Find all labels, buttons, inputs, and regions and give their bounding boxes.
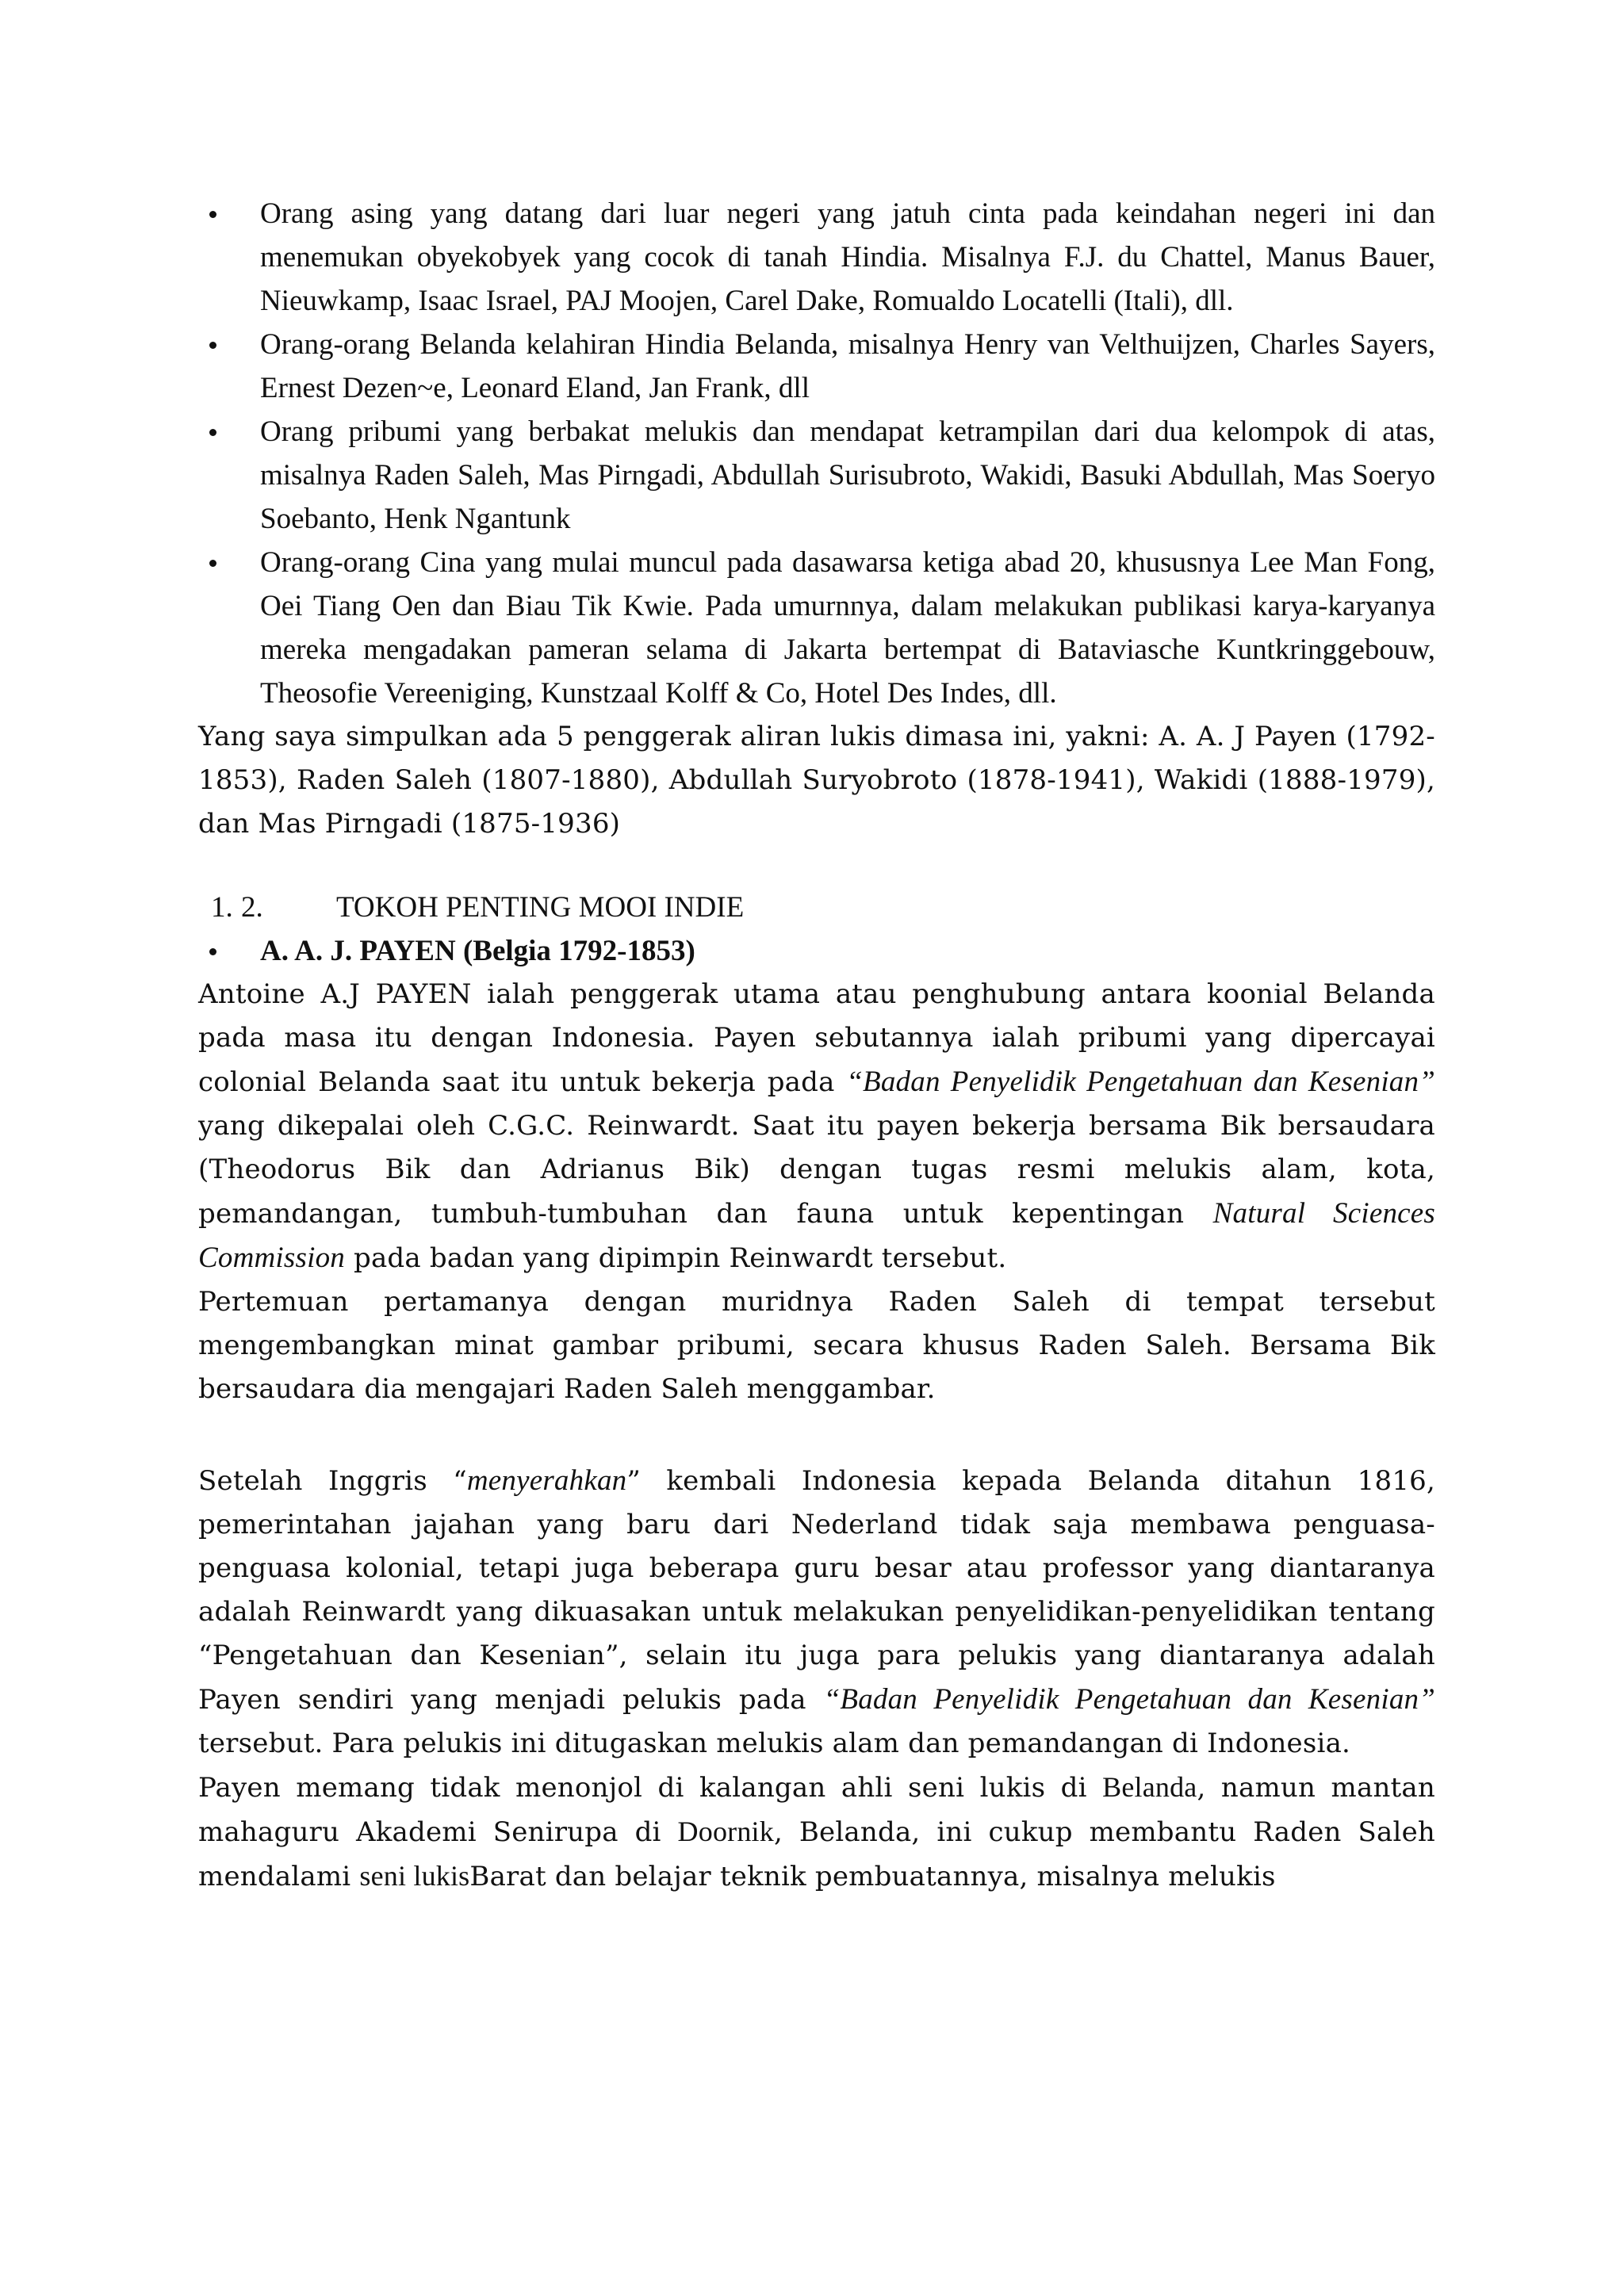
text-run: Belanda xyxy=(1102,1771,1197,1803)
payen-paragraph-3 xyxy=(198,1459,1435,1766)
text-run: Doornik xyxy=(677,1816,774,1847)
bullet-icon xyxy=(209,342,216,349)
payen-paragraph-2: Pertemuan pertamanya dengan muridnya Raden Saleh di tempat tersebut mengembangkan minat gambar pribumi, secara khusus Raden Saleh. Bersama Bik bersaudara dia mengajari Raden Saleh menggambar. xyxy=(198,1286,1435,1405)
list-item-text: Orang-orang Belanda kelahiran Hindia Belanda, misalnya Henry van Velthuijzen, Charles Sayers, Ernest Dezen~e, Leonard Eland, Jan Frank, dll xyxy=(260,328,1435,404)
section-title: TOKOH PENTING MOOI INDIE xyxy=(336,891,745,924)
bullet-icon xyxy=(209,429,216,436)
text-run: , namun mantan mahaguru Akademi Senirupa di xyxy=(198,1772,1435,1848)
summary-paragraph: Yang saya simpulkan ada 5 penggerak aliran lukis dimasa ini, yakni: A. A. J Payen (1792-1853), Raden Saleh (1807-1880), Abdullah Suryobroto (1878-1941), Wakidi (1888-1979), dan Mas Pirngadi (1875-1936) xyxy=(198,721,1435,840)
list-item xyxy=(198,323,1435,410)
italic-run: Natural Sciences Commission xyxy=(198,1197,1435,1274)
payen-paragraph-1 xyxy=(198,973,1435,1280)
list-item xyxy=(198,410,1435,541)
italic-run: “Badan Penyelidik Pengetahuan dan Kesenian” xyxy=(823,1683,1435,1716)
list-item xyxy=(198,929,1435,973)
bullet-icon xyxy=(209,948,216,955)
list-item-text: Orang asing yang datang dari luar negeri yang jatuh cinta pada keindahan negeri ini dan menemukan obyekobyek yang cocok di tanah Hindia. Misalnya F.J. du Chattel, Manus Bauer, Nieuwkamp, Isaac Israel, PAJ Moojen, Carel Dake, Romualdo Locatelli (Itali), dll. xyxy=(260,197,1435,317)
payen-paragraph-4 xyxy=(198,1766,1435,1899)
payen-heading-list xyxy=(198,929,1435,973)
bullet-list-groups xyxy=(198,192,1435,715)
text-run: ” kembali Indonesia kepada Belanda ditahun 1816, pemerintahan jajahan yang baru dari Nederland tidak saja membawa penguasa-penguasa kolonial, tetapi juga beberapa guru besar atau professor yang diantaranya adalah Reinwardt yang dikuasakan untuk melakukan penyelidikan-penyelidikan tentang “Pengetahuan dan Kesenian”, selain itu juga para pelukis yang diantaranya adalah Payen sendiri yang menjadi pelukis pada xyxy=(198,1465,1435,1716)
list-item xyxy=(198,192,1435,323)
list-item-text: Orang pribumi yang berbakat melukis dan mendapat ketrampilan dari dua kelompok di atas, misalnya Raden Saleh, Mas Pirngadi, Abdullah Surisubroto, Wakidi, Basuki Abdullah, Mas Soeryo Soebanto, Henk Ngantunk xyxy=(260,415,1435,535)
text-run: Setelah Inggris “ xyxy=(198,1465,467,1497)
section-number-a: 1. xyxy=(211,891,233,924)
payen-heading: A. A. J. PAYEN (Belgia 1792-1853) xyxy=(260,935,695,967)
text-run: yang dikepalai oleh C.G.C. Reinwardt. Saat itu payen bekerja bersama Bik bersaudara (Theodorus Bik dan Adrianus Bik) dengan tugas resmi melukis alam, kota, pemandangan, tumbuh-tumbuhan dan fauna untuk kepentingan xyxy=(198,1110,1435,1230)
bullet-icon xyxy=(209,560,216,567)
text-run: , Belanda, ini cukup membantu Raden Saleh mendalami xyxy=(198,1816,1435,1892)
section-heading xyxy=(198,886,1435,929)
section-number-b: 2. xyxy=(241,891,263,924)
italic-run: “Badan Penyelidik Pengetahuan dan Kesenian” xyxy=(846,1066,1435,1098)
text-run: Payen memang tidak menonjol di kalangan ahli seni lukis di xyxy=(198,1772,1103,1804)
text-run: pada badan yang dipimpin Reinwardt tersebut. xyxy=(344,1242,1007,1274)
italic-run: menyerahkan xyxy=(466,1464,627,1497)
text-run: seni lukis xyxy=(359,1860,470,1892)
list-item-text: Orang-orang Cina yang mulai muncul pada dasawarsa ketiga abad 20, khususnya Lee Man Fong, Oei Tiang Oen dan Biau Tik Kwie. Pada umurnnya, dalam melakukan publikasi karya-karyanya mereka mengadakan pameran selama di Jakarta bertempat di Bataviasche Kuntkringgebouw, Theosofie Vereeniging, Kunstzaal Kolff & Co, Hotel Des Indes, dll. xyxy=(260,546,1435,710)
document-page xyxy=(198,192,1435,1899)
text-run: Antoine A.J PAYEN ialah penggerak utama atau penghubung antara koonial Belanda pada masa itu dengan Indonesia. Payen sebutannya ialah pribumi yang dipercayai colonial Belanda saat itu untuk bekerja pada xyxy=(198,978,1435,1098)
text-run: tersebut. Para pelukis ini ditugaskan melukis alam dan pemandangan di Indonesia. xyxy=(198,1728,1351,1759)
bullet-icon xyxy=(209,211,216,218)
text-run: Barat dan belajar teknik pembuatannya, misalnya melukis xyxy=(469,1861,1276,1892)
list-item xyxy=(198,541,1435,715)
